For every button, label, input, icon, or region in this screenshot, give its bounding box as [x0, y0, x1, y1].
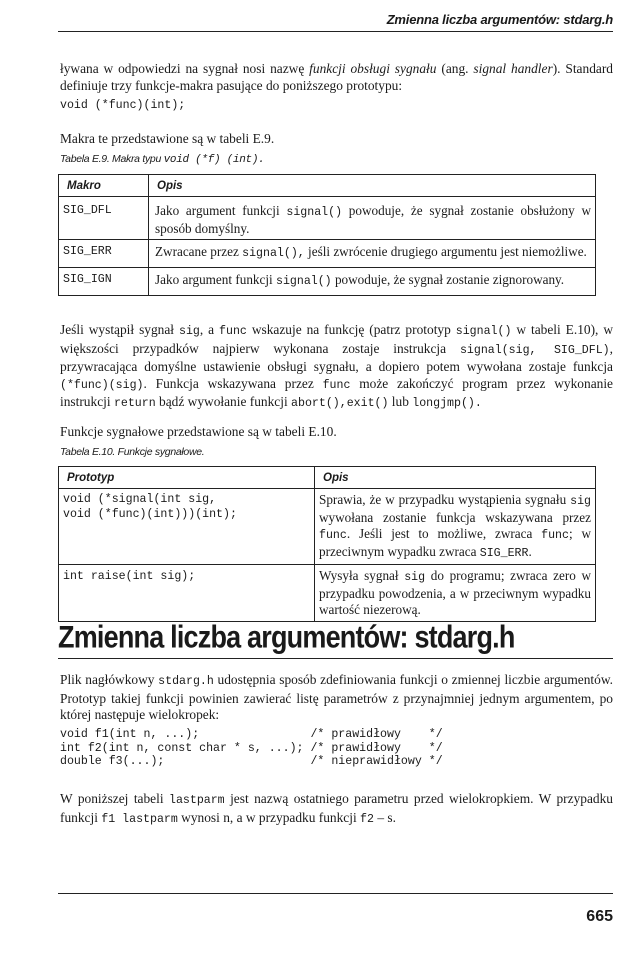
footer-rule — [58, 893, 613, 894]
varargs-code-block — [60, 728, 443, 769]
table-e10-caption: Tabela E.10. Funkcje sygnałowe. — [60, 446, 205, 458]
code-line: int f2(int n, const char * s, ...); /* prawidłowy */ — [60, 741, 443, 755]
table-e9-header-macro: Makro — [59, 175, 149, 197]
section-rule — [58, 658, 613, 659]
table-row: void (*signal(int sig, void (*func)(int)))(int); Sprawia, że w przypadku wystąpienia sygnału sig wywołana zostanie funkcja wskazywana przez func. Jeśli jest to możliwe, zwraca func; w przeciwnym wypadku zwraca SIG_ERR. — [59, 489, 596, 565]
section-title: Zmienna liczba argumentów: stdarg.h — [58, 620, 515, 655]
prototype-code: void (*func)(int); — [60, 99, 186, 112]
code-line: double f3(...); /* nieprawidłowy */ — [60, 755, 443, 768]
intro-paragraph-2: Makra te przedstawione są w tabeli E.9. — [60, 131, 275, 146]
table-e9-caption: Tabela E.9. Makra typu void (*f) (int). — [60, 153, 265, 166]
running-head: Zmienna liczba argumentów: stdarg.h — [386, 12, 613, 27]
signal-paragraph-2: Funkcje sygnałowe przedstawione są w tabeli E.10. — [60, 424, 337, 439]
table-e9-header-desc: Opis — [149, 175, 596, 197]
table-row: SIG_DFL Jako argument funkcji signal() powoduje, że sygnał zostanie obsłużony w sposób domyślny. — [59, 197, 596, 240]
code-line: void f1(int n, ...); /* prawidłowy */ — [60, 728, 443, 741]
table-row: SIG_IGN Jako argument funkcji signal() powoduje, że sygnał zostanie zignorowany. — [59, 268, 596, 296]
table-row: int raise(int sig); Wysyła sygnał sig do programu; zwraca zero w przypadku powodzenia, a w przeciwnym wypadku wartość niezerową. — [59, 565, 596, 622]
table-e9 — [58, 174, 596, 296]
table-e10-header-desc: Opis — [315, 467, 596, 489]
table-e10 — [58, 466, 596, 622]
signal-paragraph: Jeśli wystąpił sygnał sig, a func wskazuje na funkcję (patrz prototyp signal() w tabeli E.10), w większości przypadków najpierw wykonana zostaje instrukcja signal(sig, SIG_DFL), przywracająca domyślne ustawienie obsługi sygnału, a dopiero potem wywołana zostaje funkcja (*func)(sig). Funkcja wskazywana przez func może zakończyć program przez wykonanie instrukcji return bądź wywołanie funkcji abort(),exit() lub longjmp(). — [60, 322, 614, 410]
stdarg-paragraph: Plik nagłówkowy stdarg.h udostępnia sposób zdefiniowania funkcji o zmiennej liczbie argumentów. Prototyp takiej funkcji powinien zawierać listę parametrów z przynajmniej jednym argumentem, po której następuje wielokropek: — [60, 672, 613, 722]
table-row: SIG_ERR Zwracane przez signal(), jeśli zwrócenie drugiego argumentu jest niemożliwe. — [59, 240, 596, 268]
page-number: 665 — [586, 908, 613, 925]
header-rule — [58, 31, 613, 32]
table-e10-header-prototype: Prototyp — [59, 467, 315, 489]
lastparm-paragraph: W poniższej tabeli lastparm jest nazwą ostatniego parametru przed wielokropkiem. W przypadku funkcji f1 lastparm wynosi n, a w przypadku funkcji f2 – s. — [60, 791, 613, 826]
intro-paragraph: ływana w odpowiedzi na sygnał nosi nazwę funkcji obsługi sygnału (ang. signal handler). Standard definiuje trzy funkcje-makra pasujące do poniższego prototypu: — [60, 61, 613, 93]
